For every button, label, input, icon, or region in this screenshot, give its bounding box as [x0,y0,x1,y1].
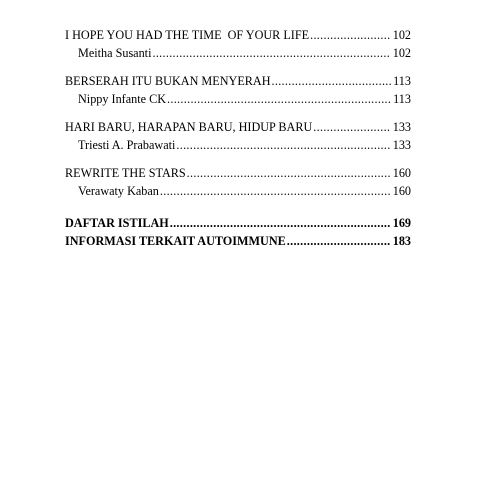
page-number: 102 [392,28,411,42]
page-number: 113 [393,92,411,106]
section-gap [65,154,411,164]
dot-leader [152,44,390,62]
author-name: Meitha Susanti [78,46,152,60]
dot-leader [272,72,392,90]
page-number: 113 [393,74,411,88]
dot-leader [310,26,391,44]
section-gap [65,62,411,72]
page-number: 169 [392,216,411,230]
entry-title: HARI BARU, HARAPAN BARU, HIDUP BARU [65,120,313,134]
toc-entry-title[interactable] [65,72,411,90]
table-of-contents [65,26,411,250]
author-name: Verawaty Kaban [78,184,159,198]
entry-title: REWRITE THE STARS [65,166,186,180]
entry-title: INFORMASI TERKAIT AUTOIMMUNE [65,234,286,248]
dot-leader [176,136,390,154]
toc-entry-appendix[interactable] [65,214,411,232]
page-number: 102 [392,46,411,60]
page-number: 183 [392,234,411,248]
toc-entry-title[interactable] [65,118,411,136]
section-gap [65,108,411,118]
dot-leader [160,182,391,200]
entry-title: I HOPE YOU HAD THE TIME OF YOUR LIFE [65,28,310,42]
dot-leader [167,90,391,108]
author-name: Nippy Infante CK [78,92,167,106]
toc-entry-appendix[interactable] [65,232,411,250]
toc-entry-author[interactable] [65,90,411,108]
toc-entry-author[interactable] [65,44,411,62]
dot-leader [170,214,391,232]
dot-leader [313,118,390,136]
author-name: Triesti A. Prabawati [78,138,176,152]
page-number: 133 [392,138,411,152]
entry-title: DAFTAR ISTILAH [65,216,169,230]
dot-leader [187,164,391,182]
page-number: 160 [392,184,411,198]
page-number: 160 [392,166,411,180]
toc-entry-author[interactable] [65,182,411,200]
dot-leader [287,232,391,250]
page-number: 133 [392,120,411,134]
toc-entry-author[interactable] [65,136,411,154]
section-gap [65,200,411,214]
entry-title: BERSERAH ITU BUKAN MENYERAH [65,74,271,88]
toc-entry-title[interactable] [65,164,411,182]
toc-entry-title[interactable] [65,26,411,44]
